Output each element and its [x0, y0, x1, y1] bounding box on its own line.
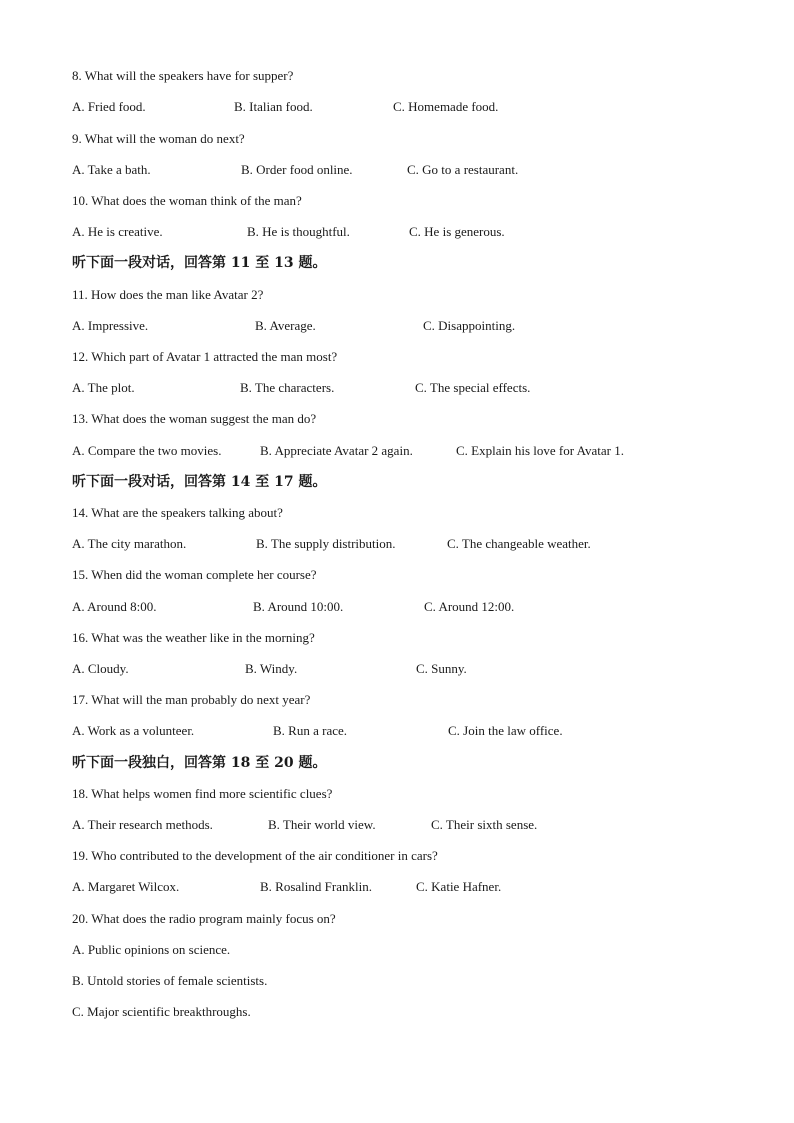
- option-b: B. He is thoughtful.: [247, 224, 350, 239]
- option-c: C. Sunny.: [416, 661, 467, 676]
- question-19: 19. Who contributed to the development of the air conditioner in cars?: [72, 848, 438, 863]
- option-a: A. Around 8:00.: [72, 599, 157, 614]
- option-a: A. Fried food.: [72, 99, 146, 114]
- option-c: C. Explain his love for Avatar 1.: [456, 443, 625, 458]
- question-9: 9. What will the woman do next?: [72, 131, 245, 146]
- option-a: A. Their research methods.: [72, 817, 213, 832]
- option-a: A. Margaret Wilcox.: [72, 879, 180, 894]
- question-8: 8. What will the speakers have for supper?: [72, 68, 294, 83]
- question-14: 14. What are the speakers talking about?: [72, 505, 283, 520]
- option-c: C. Katie Hafner.: [416, 879, 502, 894]
- option-b: B. Appreciate Avatar 2 again.: [260, 443, 413, 458]
- option-b: B. Untold stories of female scientists.: [72, 973, 268, 988]
- section-heading: 听下面一段对话，回答第 11 至 13 题。: [72, 255, 327, 271]
- option-a: A. Compare the two movies.: [72, 443, 222, 458]
- option-a: A. Cloudy.: [72, 661, 129, 676]
- option-b: B. Average.: [255, 318, 316, 333]
- option-b: B. Around 10:00.: [253, 599, 344, 614]
- option-c: C. He is generous.: [409, 224, 505, 239]
- option-c: C. Around 12:00.: [424, 599, 515, 614]
- option-c: C. Join the law office.: [448, 723, 563, 738]
- option-a: A. Work as a volunteer.: [72, 723, 195, 738]
- option-c: C. The changeable weather.: [447, 536, 591, 551]
- question-20: 20. What does the radio program mainly focus on?: [72, 911, 336, 926]
- option-b: B. Run a race.: [273, 723, 348, 738]
- section-heading: 听下面一段对话，回答第 14 至 17 题。: [72, 474, 327, 490]
- option-c: C. The special effects.: [415, 380, 531, 395]
- option-b: B. Windy.: [245, 661, 298, 676]
- option-a: A. The city marathon.: [72, 536, 187, 551]
- question-13: 13. What does the woman suggest the man do?: [72, 411, 317, 426]
- option-c: C. Homemade food.: [393, 99, 499, 114]
- option-c: C. Their sixth sense.: [431, 817, 538, 832]
- option-b: B. The characters.: [240, 380, 335, 395]
- option-b: B. Rosalind Franklin.: [260, 879, 372, 894]
- option-b: B. Italian food.: [234, 99, 313, 114]
- option-c: C. Go to a restaurant.: [407, 162, 519, 177]
- option-a: A. Public opinions on science.: [72, 942, 231, 957]
- section-heading: 听下面一段独白，回答第 18 至 20 题。: [72, 755, 327, 771]
- question-11: 11. How does the man like Avatar 2?: [72, 287, 264, 302]
- option-a: A. The plot.: [72, 380, 135, 395]
- question-15: 15. When did the woman complete her course?: [72, 567, 317, 582]
- option-a: A. Impressive.: [72, 318, 149, 333]
- question-12: 12. Which part of Avatar 1 attracted the man most?: [72, 349, 338, 364]
- question-10: 10. What does the woman think of the man?: [72, 193, 302, 208]
- option-b: B. Order food online.: [241, 162, 353, 177]
- question-18: 18. What helps women find more scientific clues?: [72, 786, 333, 801]
- option-a: A. Take a bath.: [72, 162, 151, 177]
- option-b: B. Their world view.: [268, 817, 376, 832]
- option-b: B. The supply distribution.: [256, 536, 396, 551]
- option-c: C. Disappointing.: [423, 318, 516, 333]
- question-16: 16. What was the weather like in the morning?: [72, 630, 315, 645]
- option-c: C. Major scientific breakthroughs.: [72, 1004, 251, 1019]
- question-17: 17. What will the man probably do next year?: [72, 692, 311, 707]
- option-a: A. He is creative.: [72, 224, 163, 239]
